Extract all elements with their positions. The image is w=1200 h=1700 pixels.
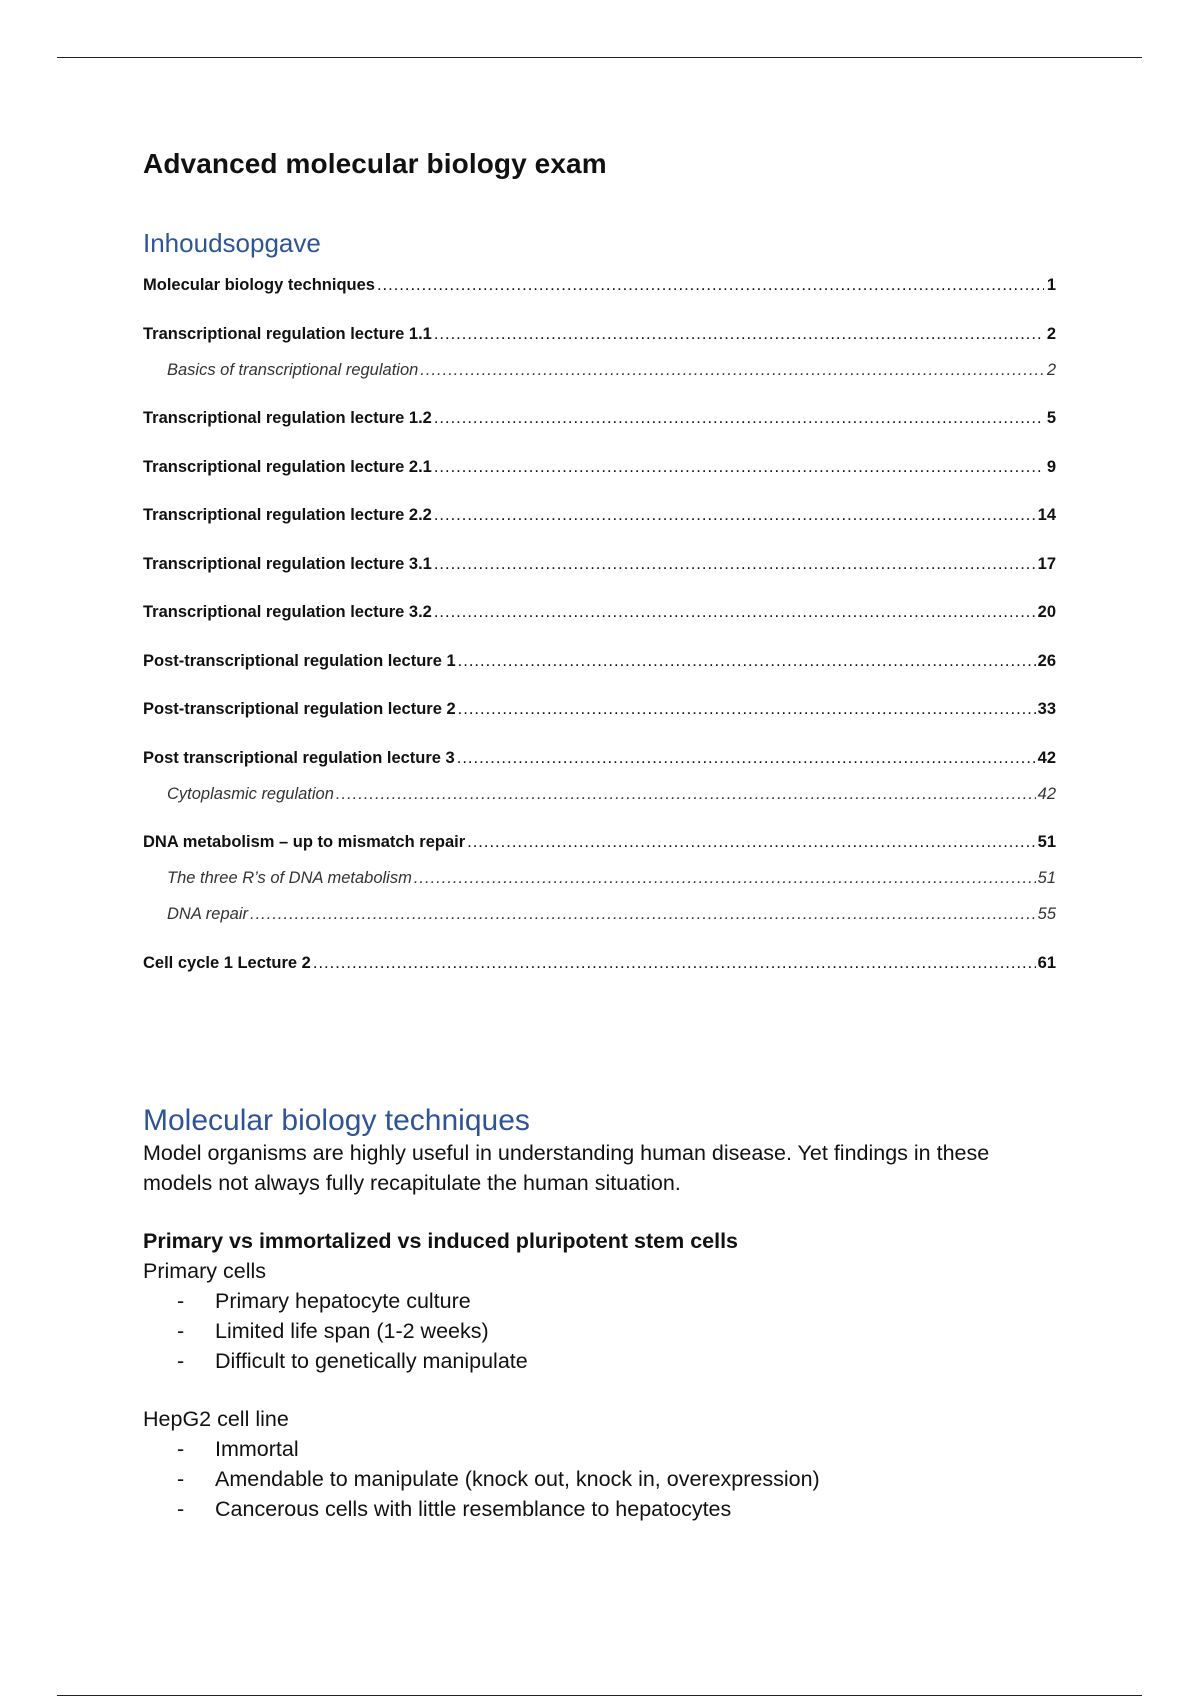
bullet-marker: -: [177, 1437, 185, 1461]
toc-entry-title: Cell cycle 1 Lecture 2: [143, 953, 311, 972]
toc-entry-title: DNA repair: [167, 905, 248, 923]
toc-leader-dots: [414, 867, 1036, 889]
toc-entry-title: Transcriptional regulation lecture 1.1: [143, 324, 432, 343]
toc-entry-page: 51: [1037, 869, 1056, 887]
toc-entry[interactable]: [143, 274, 1056, 296]
list-item: [177, 1286, 1056, 1316]
list-item-text: Cancerous cells with little resemblance to hepatocytes: [215, 1497, 732, 1521]
list-item-text: Amendable to manipulate (knock out, knock in, overexpression): [215, 1467, 820, 1491]
list-item: [177, 1434, 1056, 1464]
toc-leader-dots: [420, 359, 1044, 381]
toc-entry-page: 1: [1046, 276, 1056, 294]
toc-entry[interactable]: [143, 553, 1056, 575]
toc-leader-dots: [434, 504, 1036, 526]
toc-entry[interactable]: [143, 747, 1056, 769]
toc-entry-page: 20: [1037, 603, 1056, 621]
toc-entry-title: Molecular biology techniques: [143, 276, 375, 294]
bullet-marker: -: [177, 1289, 185, 1313]
toc-subentry[interactable]: [143, 867, 1056, 889]
toc-entry-title: DNA metabolism – up to mismatch repair: [143, 833, 466, 851]
toc-entry[interactable]: [143, 698, 1056, 720]
toc-entry-page: 42: [1037, 748, 1056, 767]
toc-leader-dots: [434, 323, 1044, 345]
group-label: Primary cells: [143, 1259, 267, 1283]
toc-entry-page: 26: [1037, 651, 1056, 670]
page-content: [143, 140, 1056, 974]
toc-entry-title: The three R’s of DNA metabolism: [167, 869, 412, 887]
bullet-marker: -: [177, 1467, 185, 1491]
list-item: [177, 1494, 1056, 1524]
table-of-contents: [143, 274, 1056, 974]
toc-entry-title: Post-transcriptional regulation lecture 2: [143, 700, 456, 718]
toc-entry[interactable]: [143, 504, 1056, 526]
bullet-list: [143, 1286, 1056, 1376]
list-item: [177, 1316, 1056, 1346]
list-item-text: Limited life span (1-2 weeks): [215, 1319, 489, 1343]
toc-entry-page: 55: [1037, 905, 1056, 923]
header-rule: [57, 57, 1142, 58]
subsection-heading: Primary vs immortalized vs induced pluripotent stem cells: [143, 1229, 739, 1253]
toc-entry-title: Post-transcriptional regulation lecture 1: [143, 651, 456, 670]
list-item-text: Difficult to genetically manipulate: [215, 1349, 528, 1373]
toc-subentry[interactable]: [143, 783, 1056, 805]
toc-entry[interactable]: [143, 407, 1056, 429]
toc-entry-page: 33: [1037, 700, 1056, 718]
toc-leader-dots: [458, 650, 1036, 672]
toc-heading: Inhoudsopgave: [143, 228, 321, 258]
spacer: [143, 1376, 1056, 1404]
toc-entry[interactable]: [143, 601, 1056, 623]
toc-leader-dots: [458, 698, 1036, 720]
toc-entry[interactable]: [143, 456, 1056, 478]
toc-leader-dots: [377, 274, 1044, 296]
toc-leader-dots: [434, 456, 1044, 478]
bullet-marker: -: [177, 1319, 185, 1343]
toc-entry-page: 5: [1046, 409, 1056, 427]
list-item-text: Primary hepatocyte culture: [215, 1289, 471, 1313]
toc-entry-page: 61: [1037, 953, 1056, 972]
toc-entry-title: Post transcriptional regulation lecture 3: [143, 748, 455, 767]
toc-entry-title: Transcriptional regulation lecture 1.2: [143, 409, 432, 427]
toc-subentry[interactable]: [143, 359, 1056, 381]
group-label: HepG2 cell line: [143, 1407, 289, 1431]
toc-leader-dots: [434, 553, 1036, 575]
toc-leader-dots: [336, 783, 1036, 805]
toc-entry-page: 17: [1037, 554, 1056, 573]
toc-leader-dots: [313, 952, 1036, 974]
toc-subentry[interactable]: [143, 903, 1056, 925]
toc-entry-title: Transcriptional regulation lecture 3.2: [143, 603, 432, 621]
toc-leader-dots: [467, 831, 1036, 853]
toc-entry-title: Transcriptional regulation lecture 2.1: [143, 457, 432, 476]
toc-entry[interactable]: [143, 323, 1056, 345]
footer-rule: [57, 1695, 1142, 1696]
toc-entry-page: 2: [1046, 324, 1056, 343]
toc-entry-title: Transcriptional regulation lecture 3.1: [143, 554, 432, 573]
toc-leader-dots: [250, 903, 1036, 925]
toc-leader-dots: [457, 747, 1036, 769]
toc-entry-page: 9: [1046, 457, 1056, 476]
toc-entry[interactable]: [143, 831, 1056, 853]
bullet-marker: -: [177, 1497, 185, 1521]
toc-leader-dots: [434, 601, 1036, 623]
list-item: [177, 1346, 1056, 1376]
section-heading: Molecular biology techniques: [143, 1104, 530, 1137]
toc-entry-page: 2: [1046, 360, 1056, 379]
section-body: [143, 1138, 1056, 1524]
toc-entry-title: Transcriptional regulation lecture 2.2: [143, 506, 432, 524]
list-item: [177, 1464, 1056, 1494]
toc-entry-page: 14: [1037, 506, 1056, 524]
bullet-list: [143, 1434, 1056, 1524]
toc-leader-dots: [434, 407, 1044, 429]
document-title: Advanced molecular biology exam: [143, 148, 607, 179]
toc-entry-page: 42: [1037, 784, 1056, 803]
toc-entry[interactable]: [143, 952, 1056, 974]
toc-entry-title: Cytoplasmic regulation: [167, 784, 334, 803]
intro-paragraph: Model organisms are highly useful in understanding human disease. Yet findings in these models not always fully recapitulate the human situation.: [143, 1141, 990, 1195]
toc-entry[interactable]: [143, 650, 1056, 672]
bullet-marker: -: [177, 1349, 185, 1373]
toc-entry-page: 51: [1037, 833, 1056, 851]
toc-entry-title: Basics of transcriptional regulation: [167, 360, 419, 379]
list-item-text: Immortal: [215, 1437, 299, 1461]
